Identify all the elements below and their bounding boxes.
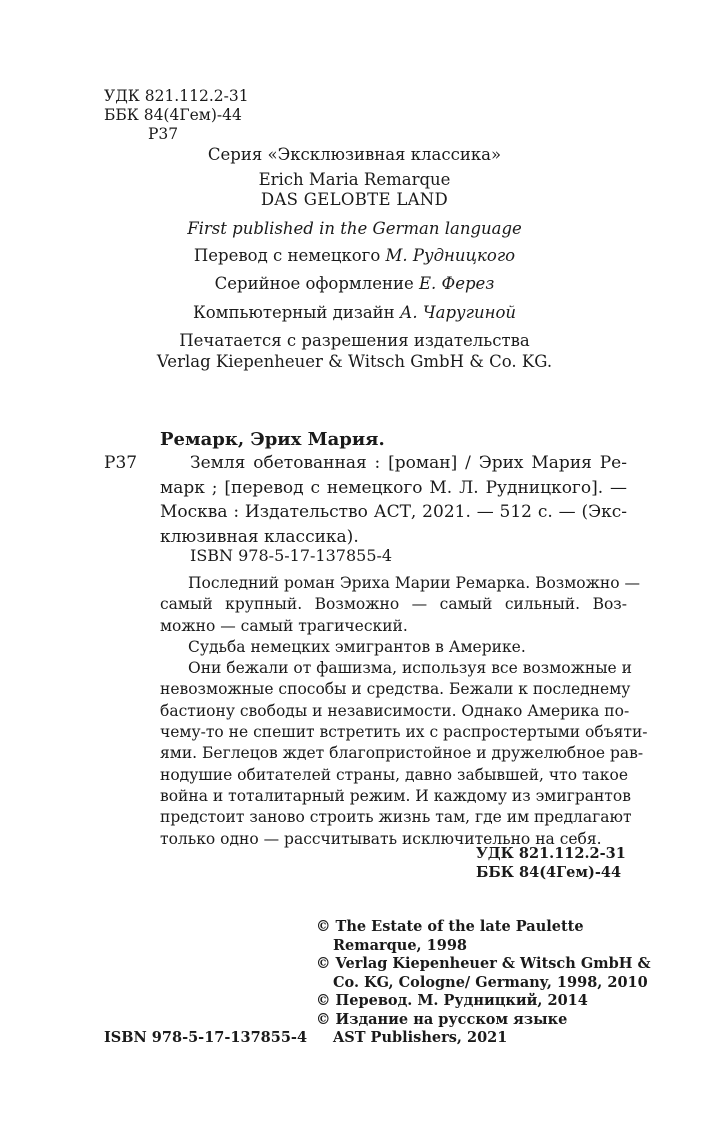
annotation-line: ями. Беглецов ждет благопристойное и дружелюбное рав- (160, 744, 644, 763)
copyright-line: AST Publishers, 2021 (333, 1029, 508, 1046)
udk-code: УДК 821.112.2-31 (104, 87, 249, 105)
annotation-line: нодушие обитателей страны, давно забывшей, что такое (160, 765, 628, 784)
annotation-line: только одно — рассчитывать исключительно на себя. (160, 829, 602, 848)
annotation-line: предстоит заново строить жизнь там, где им предлагают (160, 808, 632, 827)
annotation-line: Судьба немецких эмигрантов в Америке. (188, 637, 526, 656)
computer-design-prefix: Компьютерный дизайн (192, 303, 400, 322)
bibliographic-line: Москва : Издательство АСТ, 2021. — 512 с. — (Экс- (160, 502, 627, 522)
annotation-line: чему-то не спешит встретить их с распростертыми объяти- (160, 723, 648, 742)
annotation-line: Последний роман Эриха Марии Ремарка. Возможно — (188, 574, 640, 592)
copyright-line: © The Estate of the late Paulette (316, 918, 584, 935)
copyright-line: © Издание на русском языке (316, 1010, 568, 1028)
translator-name: М. Рудницкого (385, 246, 516, 265)
annotation-line: бастиону свободы и независимости. Однако Америка по- (160, 701, 630, 720)
series-design-credit (0, 274, 709, 293)
classification-udk: УДК 821.112.2-31 (476, 845, 626, 862)
translation-prefix: Перевод с немецкого (193, 246, 386, 265)
series-line: Серия «Эксклюзивная классика» (207, 145, 502, 164)
copyright-line: Co. KG, Cologne/ Germany, 1998, 2010 (333, 973, 648, 991)
bbk-code: ББК 84(4Гем)-44 (104, 106, 242, 124)
annotation-line: Они бежали от фашизма, используя все возможные и (188, 659, 632, 678)
bibliographic-line: клюзивная классика). (160, 526, 359, 547)
annotation-line: можно — самый трагический. (160, 616, 408, 635)
series-design-prefix: Серийное оформление (214, 274, 419, 293)
original-author: Erich Maria Remarque (258, 170, 451, 189)
annotation-line: невозможные способы и средства. Бежали к последнему (160, 680, 631, 699)
permission-line-2: Verlag Kiepenheuer & Witsch GmbH & Co. KG. (156, 352, 553, 371)
copyright-line: © Verlag Kiepenheuer & Witsch GmbH & (316, 955, 651, 972)
computer-design-credit (0, 303, 709, 322)
bibliographic-heading: Ремарк, Эрих Мария. (160, 429, 385, 450)
copyright-line: Remarque, 1998 (333, 936, 468, 954)
permission-line-1: Печатается с разрешения издательства (179, 331, 530, 350)
computer-designer-name: А. Чаругиной (399, 303, 517, 322)
bibliographic-sign: Р37 (104, 453, 138, 473)
bibliographic-isbn: ISBN 978-5-17-137855-4 (190, 546, 393, 565)
bottom-isbn: ISBN 978-5-17-137855-4 (104, 1029, 308, 1046)
copyright-block (316, 918, 651, 1048)
annotation (160, 573, 648, 850)
first-published: First published in the German language (187, 219, 522, 238)
copyright-line: © Перевод. М. Рудницкий, 2014 (316, 992, 588, 1009)
translation-credit (0, 246, 709, 265)
series-designer-name: Е. Ферез (419, 274, 495, 293)
classification-bbk: ББК 84(4Гем)-44 (476, 864, 622, 881)
original-title: DAS GELOBTE LAND (260, 190, 449, 209)
author-sign: Р37 (148, 125, 179, 143)
annotation-line: война и тоталитарный режим. И каждому из эмигрантов (160, 786, 631, 805)
annotation-line: самый крупный. Возможно — самый сильный. Воз- (160, 595, 627, 614)
bibliographic-line: Земля обетованная : [роман] / Эрих Мария Ре- (190, 453, 627, 473)
bibliographic-description (160, 451, 627, 549)
bibliographic-line: марк ; [перевод с немецкого М. Л. Рудницкого]. — (160, 477, 627, 498)
